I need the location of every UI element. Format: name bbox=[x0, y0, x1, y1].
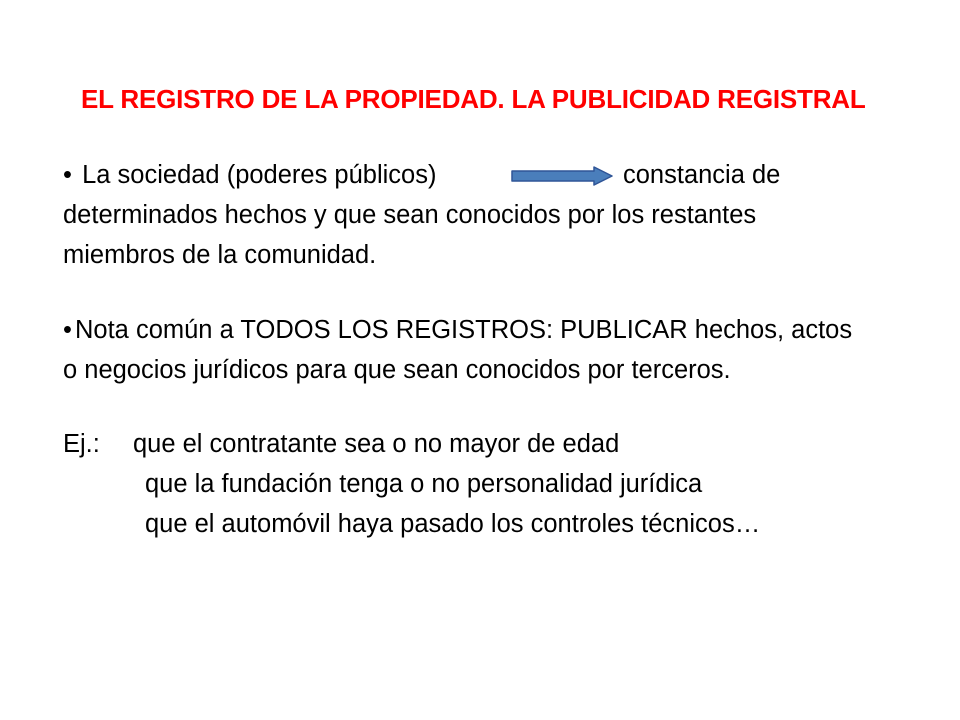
paragraph-1-line-2: determinados hechos y que sean conocidos por los restantes bbox=[63, 201, 757, 229]
paragraph-1-before-arrow: La sociedad (poderes públicos) bbox=[82, 161, 437, 189]
example-item-1: que el contratante sea o no mayor de edad bbox=[133, 430, 620, 458]
example-item-3: que el automóvil haya pasado los controles técnicos… bbox=[145, 510, 761, 538]
paragraph-2-line-2: o negocios jurídicos para que sean conocidos por terceros. bbox=[63, 356, 731, 384]
right-arrow-icon bbox=[510, 166, 614, 186]
example-item-2: que la fundación tenga o no personalidad jurídica bbox=[145, 470, 703, 498]
slide-title: EL REGISTRO DE LA PROPIEDAD. LA PUBLICIDAD REGISTRAL bbox=[81, 84, 866, 114]
paragraph-1-line-3: miembros de la comunidad. bbox=[63, 241, 377, 269]
paragraph-2-text: Nota común a TODOS LOS REGISTROS: PUBLICAR hechos, actos bbox=[75, 316, 853, 344]
bullet-1: • bbox=[63, 161, 72, 189]
paragraph-1-line-1 bbox=[63, 157, 436, 193]
paragraph-2-line-1 bbox=[63, 312, 852, 348]
bullet-2: • bbox=[63, 316, 72, 344]
examples-lead: Ej.: bbox=[63, 430, 100, 458]
paragraph-1-after-arrow: constancia de bbox=[623, 161, 781, 189]
